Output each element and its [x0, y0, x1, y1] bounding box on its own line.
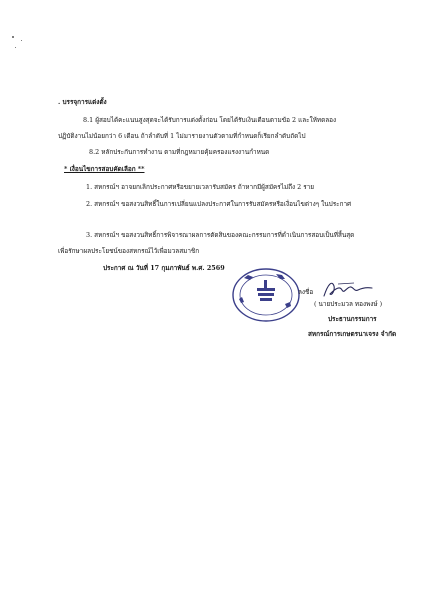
handwritten-signature [320, 278, 376, 300]
condition-item-2: 2. สหกรณ์ฯ ขอสงวนสิทธิ์ในการเปลี่ยนแปลงประกาศในการรับสมัครหรือเงื่อนไขต่างๆ ในประกาศ [86, 200, 352, 208]
signer-position: ประธานกรรมการ [328, 315, 377, 323]
sign-prefix: ลงชื่อ [298, 288, 314, 296]
condition-item-1: 1. สหกรณ์ฯ อาจยกเลิกประกาศหรือขยายเวลารับสมัคร ถ้าหากมีผู้สมัครไม่ถึง 2 ราย [86, 183, 315, 191]
scan-mark [21, 40, 22, 41]
item-8-1-line2: ปฏิบัติงานไม่น้อยกว่า 6 เดือน ถ้าลำดับที่ 1 ไม่มารายงานตัวตามที่กำหนดก็เรียกลำดับถัดไป [58, 132, 306, 140]
condition-item-3-line1: 3. สหกรณ์ฯ ขอสงวนสิทธิ์การพิจารณาผลการตัดสินของคณะกรรมการที่ดำเนินการสอบเป็นที่สิ้นสุด [86, 231, 355, 239]
appointment-heading: . บรรจุการแต่งตั้ง [58, 98, 107, 106]
item-8-2: 8.2 หลักประกันการทำงาน ตามที่กฎหมายคุ้มครองแรงงานกำหนด [89, 148, 270, 156]
item-8-1-line1: 8.1 ผู้สอบได้คะแนนสูงสุดจะได้รับการแต่งตั้งก่อน โดยได้รับเงินเดือนตามข้อ 2 และให้ทดลอง [83, 116, 337, 124]
scan-mark [12, 36, 14, 38]
announcement-date: ประกาศ ณ วันที่ 17 กุมภาพันธ์ พ.ศ. 2569 [103, 264, 225, 272]
condition-item-3-line2: เพื่อรักษาผลประโยชน์ของสหกรณ์ไว้เพื่อมวลสมาชิก [58, 247, 200, 255]
signer-name: ( นายประมวล ทองพงษ์ ) [314, 300, 383, 308]
scan-mark [15, 47, 16, 48]
cooperative-seal [230, 266, 302, 324]
conditions-heading: * เงื่อนไขการสอบคัดเลือก ** [64, 165, 145, 173]
organization-name: สหกรณ์การเกษตรนาเจรง จำกัด [308, 330, 397, 338]
